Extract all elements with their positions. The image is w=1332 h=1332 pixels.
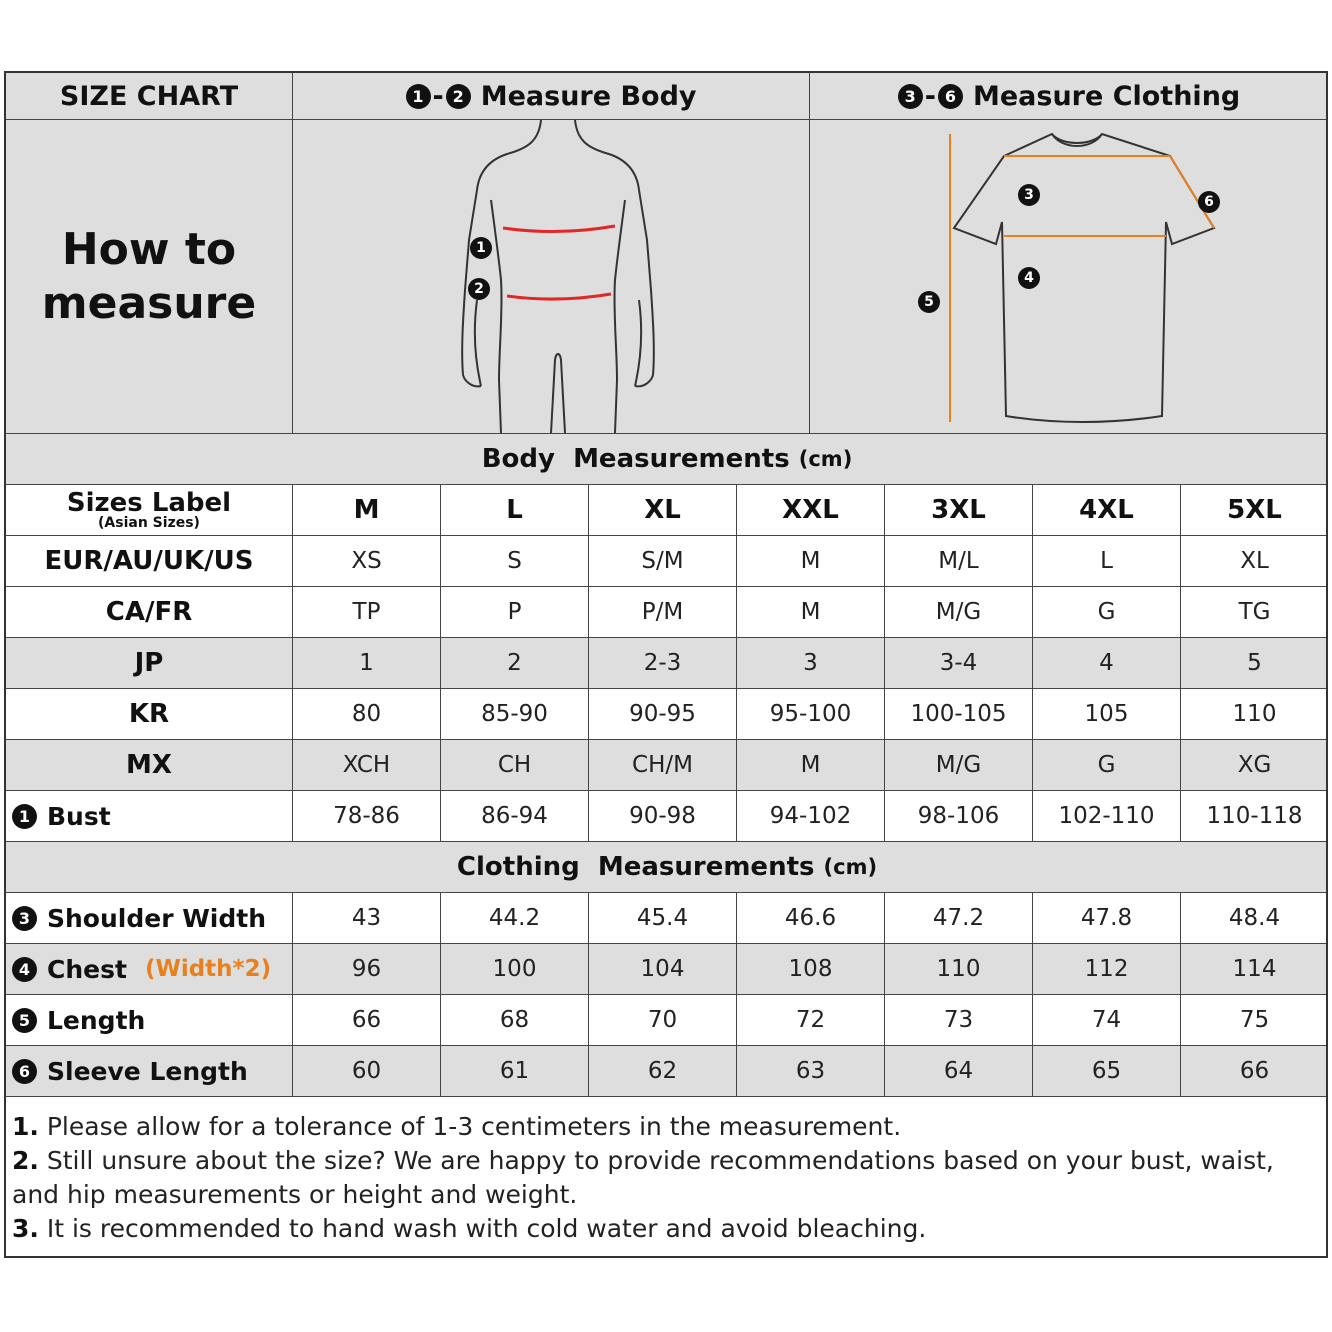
table-cell: 80 bbox=[351, 701, 382, 727]
marker-1-icon: 1 bbox=[12, 804, 37, 829]
table-cell: XG bbox=[1237, 752, 1272, 778]
measure-clothing-heading bbox=[810, 73, 1328, 119]
table-cell: L bbox=[1100, 548, 1113, 574]
table-cell: XCH bbox=[342, 752, 391, 778]
table-cell: M/L bbox=[938, 548, 979, 574]
row-label-text: Shoulder Width bbox=[47, 903, 267, 933]
size-chart-table bbox=[4, 71, 1328, 1258]
shirt-marker-4-icon: 4 bbox=[1018, 267, 1040, 289]
measure-body-heading bbox=[293, 73, 809, 119]
row-label bbox=[6, 944, 292, 994]
note-2: 2. Still unsure about the size? We are happy to provide recommendations based on your bust, waist, and hip measurements or height and weight. bbox=[12, 1146, 1274, 1209]
table-cell: M bbox=[800, 548, 821, 574]
table-cell: G bbox=[1097, 599, 1116, 625]
table-cell: 100-105 bbox=[910, 701, 1007, 727]
table-cell: 100 bbox=[492, 956, 537, 982]
table-cell: 48.4 bbox=[1228, 905, 1281, 931]
note-1: 1. Please allow for a tolerance of 1-3 centimeters in the measurement. bbox=[12, 1112, 902, 1141]
table-cell: 86-94 bbox=[481, 803, 548, 829]
clothing-title-word: Clothing bbox=[456, 852, 580, 882]
table-cell: 3 bbox=[803, 650, 818, 676]
row-label-text: Length bbox=[47, 1005, 146, 1035]
size-chart-title: SIZE CHART bbox=[59, 80, 239, 112]
table-cell: 60 bbox=[351, 1058, 382, 1084]
table-cell: 78-86 bbox=[333, 803, 400, 829]
table-cell: 110 bbox=[1232, 701, 1277, 727]
table-cell: 43 bbox=[351, 905, 382, 931]
row-label-note: (Width*2) bbox=[144, 956, 272, 982]
size-header: 3XL bbox=[931, 495, 986, 525]
sizes-label-sub: (Asian Sizes) bbox=[98, 515, 200, 531]
marker-1-icon: 1 bbox=[406, 84, 431, 109]
table-cell: 75 bbox=[1239, 1007, 1270, 1033]
table-cell: S bbox=[507, 548, 522, 574]
row-label: EUR/AU/UK/US bbox=[44, 546, 254, 576]
table-cell: 47.8 bbox=[1080, 905, 1133, 931]
table-cell: 68 bbox=[499, 1007, 530, 1033]
size-header: 5XL bbox=[1227, 495, 1282, 525]
size-header: M bbox=[353, 495, 380, 525]
shirt-marker-6-icon: 6 bbox=[1198, 191, 1220, 213]
table-cell: 108 bbox=[788, 956, 833, 982]
body-measurements-title bbox=[6, 434, 1328, 484]
table-cell: 45.4 bbox=[636, 905, 689, 931]
table-cell: 74 bbox=[1091, 1007, 1122, 1033]
body-marker-2-icon: 2 bbox=[468, 278, 490, 300]
shirt-marker-5-icon: 5 bbox=[918, 291, 940, 313]
table-cell: 66 bbox=[351, 1007, 382, 1033]
table-cell: 85-90 bbox=[481, 701, 548, 727]
tshirt-figure-icon bbox=[810, 120, 1328, 433]
table-cell: S/M bbox=[641, 548, 684, 574]
marker-icon: 4 bbox=[12, 957, 37, 982]
table-cell: 110 bbox=[936, 956, 981, 982]
table-cell: 2-3 bbox=[643, 650, 682, 676]
table-cell: 2 bbox=[507, 650, 522, 676]
body-title-word: Body bbox=[481, 444, 555, 474]
table-cell: 72 bbox=[795, 1007, 826, 1033]
row-label: KR bbox=[128, 699, 170, 729]
table-cell: 70 bbox=[647, 1007, 678, 1033]
table-cell: 65 bbox=[1091, 1058, 1122, 1084]
table-cell: P/M bbox=[641, 599, 684, 625]
size-header: XL bbox=[644, 495, 681, 525]
how-to-measure-title bbox=[6, 120, 292, 433]
table-cell: 62 bbox=[647, 1058, 678, 1084]
bust-label bbox=[6, 791, 292, 841]
row-label bbox=[6, 1046, 292, 1096]
body-title-word2: Measurements bbox=[573, 444, 790, 474]
table-cell: M/G bbox=[935, 752, 982, 778]
row-label: CA/FR bbox=[105, 597, 193, 627]
sizes-label-cell bbox=[6, 485, 292, 535]
row-label: MX bbox=[126, 750, 172, 780]
table-cell: 105 bbox=[1084, 701, 1129, 727]
table-cell: 112 bbox=[1084, 956, 1129, 982]
table-cell: 96 bbox=[351, 956, 382, 982]
table-cell: TG bbox=[1238, 599, 1271, 625]
row-label bbox=[6, 893, 292, 943]
marker-icon: 5 bbox=[12, 1008, 37, 1033]
table-cell: G bbox=[1097, 752, 1116, 778]
marker-2-icon: 2 bbox=[446, 84, 471, 109]
table-cell: 95-100 bbox=[769, 701, 852, 727]
how-to-line-1: How to bbox=[61, 223, 237, 275]
measure-clothing-label: Measure Clothing bbox=[972, 80, 1241, 112]
table-cell: 102-110 bbox=[1058, 803, 1155, 829]
row-label-text: Chest bbox=[47, 954, 127, 984]
heading-dash: - bbox=[432, 80, 444, 112]
table-cell: M/G bbox=[935, 599, 982, 625]
row-label bbox=[6, 995, 292, 1045]
table-cell: 94-102 bbox=[769, 803, 852, 829]
table-cell: XS bbox=[351, 548, 382, 574]
table-cell: 114 bbox=[1232, 956, 1277, 982]
notes bbox=[12, 1110, 1322, 1246]
table-cell: 4 bbox=[1099, 650, 1114, 676]
note-3: 3. It is recommended to hand wash with cold water and avoid bleaching. bbox=[12, 1214, 927, 1243]
row-label: JP bbox=[134, 648, 164, 678]
shirt-marker-3-icon: 3 bbox=[1018, 184, 1040, 206]
marker-6-icon: 6 bbox=[938, 84, 963, 109]
table-cell: 61 bbox=[499, 1058, 530, 1084]
body-title-unit: (cm) bbox=[798, 447, 853, 471]
table-cell: TP bbox=[352, 599, 381, 625]
table-cell: 90-98 bbox=[629, 803, 696, 829]
table-cell: CH/M bbox=[632, 752, 693, 778]
sizes-label-main: Sizes Label bbox=[66, 488, 232, 518]
table-cell: 5 bbox=[1247, 650, 1262, 676]
table-cell: 44.2 bbox=[488, 905, 541, 931]
clothing-title-unit: (cm) bbox=[823, 855, 878, 879]
table-cell: 73 bbox=[943, 1007, 974, 1033]
body-marker-1-icon: 1 bbox=[470, 237, 492, 259]
measure-body-label: Measure Body bbox=[480, 80, 697, 112]
table-cell: 47.2 bbox=[932, 905, 985, 931]
table-cell: XL bbox=[1240, 548, 1269, 574]
clothing-title-word2: Measurements bbox=[597, 852, 815, 882]
table-cell: 66 bbox=[1239, 1058, 1270, 1084]
body-figure-icon bbox=[293, 120, 809, 433]
heading-dash: - bbox=[924, 80, 936, 112]
size-header: 4XL bbox=[1079, 495, 1134, 525]
table-cell: 64 bbox=[943, 1058, 974, 1084]
size-header: L bbox=[506, 495, 523, 525]
marker-3-icon: 3 bbox=[898, 84, 923, 109]
table-cell: 98-106 bbox=[917, 803, 1000, 829]
table-cell: 110-118 bbox=[1206, 803, 1303, 829]
table-cell: M bbox=[800, 599, 821, 625]
table-cell: M bbox=[800, 752, 821, 778]
table-cell: 90-95 bbox=[629, 701, 696, 727]
clothing-measurements-title bbox=[6, 842, 1328, 892]
table-cell: 46.6 bbox=[784, 905, 837, 931]
marker-icon: 3 bbox=[12, 906, 37, 931]
row-label-text: Sleeve Length bbox=[47, 1056, 248, 1086]
table-cell: P bbox=[507, 599, 522, 625]
marker-icon: 6 bbox=[12, 1059, 37, 1084]
bust-label-text: Bust bbox=[47, 801, 111, 831]
table-cell: 1 bbox=[359, 650, 374, 676]
table-cell: 63 bbox=[795, 1058, 826, 1084]
size-header: XXL bbox=[782, 495, 839, 525]
table-cell: CH bbox=[497, 752, 532, 778]
table-cell: 3-4 bbox=[939, 650, 978, 676]
how-to-line-2: measure bbox=[41, 277, 257, 329]
table-cell: 104 bbox=[640, 956, 685, 982]
